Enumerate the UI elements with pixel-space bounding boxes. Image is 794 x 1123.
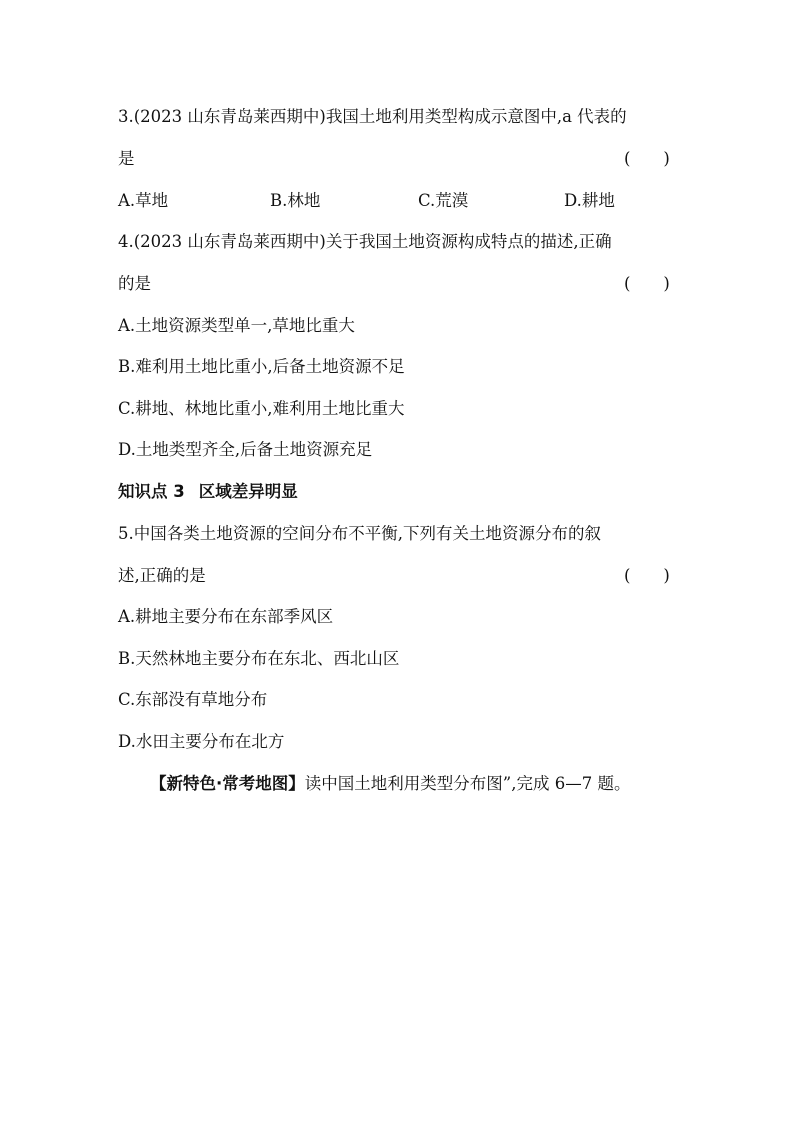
section-number: 知识点 3	[118, 482, 185, 501]
q5-answer-blank: ( )	[624, 566, 670, 585]
q3-option-b: B.林地	[270, 191, 321, 210]
q5-option-c: C.东部没有草地分布	[118, 690, 268, 709]
q5-option-d: D.水田主要分布在北方	[118, 732, 285, 751]
q3-answer-blank: ( )	[624, 149, 670, 168]
feature-tag: 【新特色·常考地图】	[150, 774, 305, 793]
feature-intro	[150, 773, 630, 795]
q5-option-b: B.天然林地主要分布在东北、西北山区	[118, 649, 400, 668]
q5-stem-line2: 述,正确的是	[118, 566, 206, 585]
q5-option-a: A.耕地主要分布在东部季风区	[118, 607, 334, 626]
q4-option-b: B.难利用土地比重小,后备土地资源不足	[118, 357, 405, 376]
q4-answer-blank: ( )	[624, 274, 670, 293]
q4-option-a: A.土地资源类型单一,草地比重大	[118, 316, 355, 335]
q4-stem-line2: 的是	[118, 274, 151, 293]
q3-option-d: D.耕地	[564, 191, 615, 210]
section-heading	[118, 481, 298, 503]
q3-stem-line1: 3.(2023 山东青岛莱西期中)我国土地利用类型构成示意图中,a 代表的	[118, 107, 627, 126]
q3-option-a: A.草地	[118, 191, 169, 210]
q4-stem-line1: 4.(2023 山东青岛莱西期中)关于我国土地资源构成特点的描述,正确	[118, 232, 612, 251]
q3-stem-line2: 是	[118, 149, 135, 168]
q3-option-c: C.荒漠	[418, 191, 469, 210]
q4-option-c: C.耕地、林地比重小,难利用土地比重大	[118, 399, 405, 418]
section-title: 区域差异明显	[198, 482, 298, 501]
feature-text: 读中国土地利用类型分布图”,完成 6—7 题。	[304, 774, 631, 793]
q4-option-d: D.土地类型齐全,后备土地资源充足	[118, 440, 373, 459]
q5-stem-line1: 5.中国各类土地资源的空间分布不平衡,下列有关土地资源分布的叙	[118, 524, 601, 543]
